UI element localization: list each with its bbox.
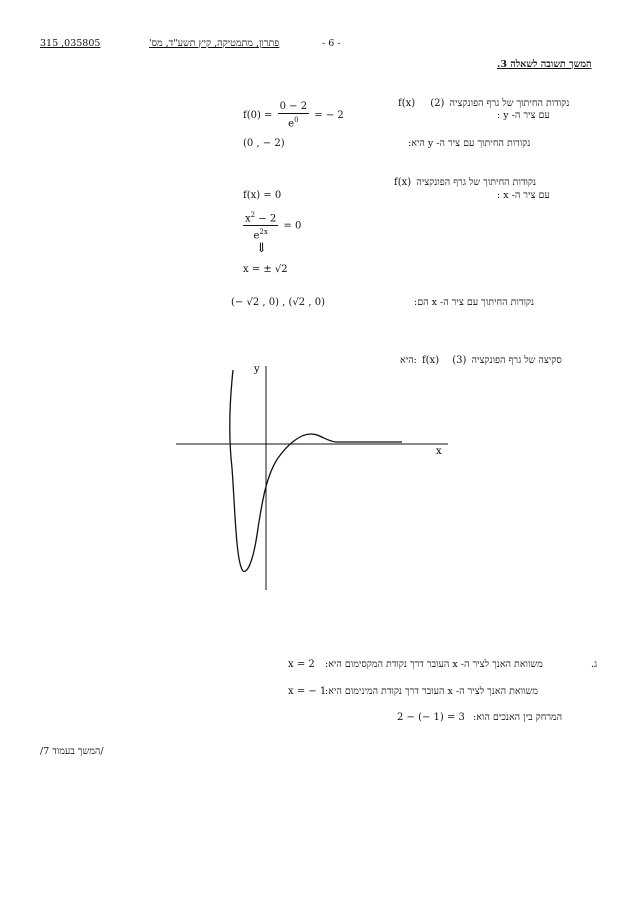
part2-num: (2) (430, 98, 445, 109)
part2-title2-text: נקודות החיתוך של גרף הפונקציה (416, 177, 537, 188)
part2-title (398, 91, 569, 110)
header-id: 315 ,035805 (40, 38, 101, 49)
part2-fx2: f(x) (394, 177, 412, 188)
x-axis-label: x (436, 446, 442, 457)
x-solution: x = ± √2 (243, 264, 288, 275)
x-points-label: נקודות החיתוך עם ציר ה- x הם: (414, 297, 535, 308)
function-sketch (170, 358, 455, 593)
y-axis-label: y (254, 364, 260, 375)
part3-fx: f(x) (421, 355, 440, 366)
f0-denominator: $e^0$ (288, 116, 299, 130)
exp-numerator: $x^2 - 2$ (245, 211, 277, 225)
function-curve (230, 370, 402, 571)
f0-fraction (278, 101, 309, 130)
f0-equation (243, 101, 344, 130)
g-line1-text: משוואת האנך לציר ה- x העובר דרך נקודת המקסימום היא: (325, 659, 543, 670)
exp-rhs: = 0 (283, 220, 302, 232)
part3-num: (3) (452, 355, 467, 366)
page-number: - 6 - (322, 38, 341, 49)
part2-title-text: נקודות החיתוך של גרף הפונקציה (449, 98, 570, 109)
f0-lhs: f(0) = (243, 110, 273, 122)
y-point: (0 , − 2) (243, 138, 285, 149)
part3-text: סקיצה של גרף הפונקציה (471, 355, 562, 366)
exp-denominator: $e^{2x}$ (253, 228, 268, 242)
part3-tail: היא: (400, 355, 417, 366)
fraction-equation (241, 209, 301, 243)
continued-note: /המשך בעמוד 7/ (40, 746, 104, 757)
x-axis-label: עם ציר ה- x : (497, 190, 550, 201)
implies-arrow: ⇓ (256, 241, 267, 256)
g-line3-eq: 2 − (− 1) = 3 (397, 712, 465, 723)
part2-fx: f(x) (398, 98, 416, 109)
x-points: (− √2 , 0) , (√2 , 0) (231, 297, 325, 308)
part2-title2 (394, 170, 536, 189)
g-letter: ג. (591, 659, 598, 670)
g-line2-eq: x = − 1 (288, 686, 327, 697)
header-title: פתרון, מתמטיקה, קיץ תשע"ד, מס' (149, 38, 280, 49)
g-line2-text: משוואת האנך לציר ה- x העובר דרך נקודת המינימום היא: (325, 686, 538, 697)
section-title: המשך תשובה לשאלה 3. (497, 59, 592, 70)
g-line3-text: המרחק בין האנכים הוא: (473, 712, 563, 723)
exp-fraction (243, 209, 278, 243)
f0-numerator: 0 − 2 (279, 101, 308, 112)
g-line1-eq: x = 2 (288, 659, 315, 670)
fx-equation: f(x) = 0 (243, 190, 282, 201)
y-axis-label: עם ציר ה- y : (497, 110, 550, 121)
y-point-label: נקודות החיתוך עם ציר ה- y היא: (408, 138, 531, 149)
f0-rhs: = − 2 (314, 110, 344, 122)
